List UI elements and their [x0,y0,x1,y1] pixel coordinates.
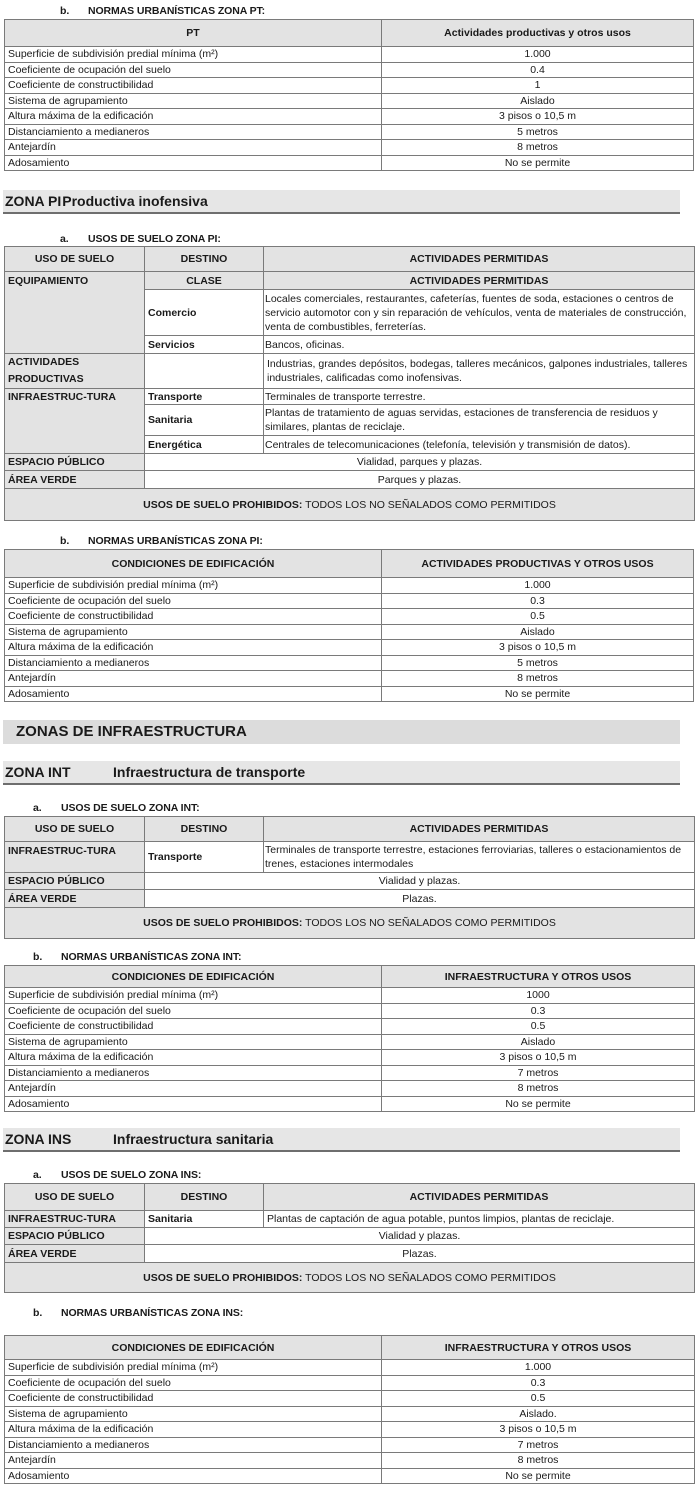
condition-label: Superficie de subdivisión predial mínima (m²) [5,988,382,1004]
section-title: NORMAS URBANÍSTICAS ZONA PI: [88,535,263,547]
condition-label: Antejardín [5,671,382,687]
condition-value: 3 pisos o 10,5 m [382,109,694,125]
table-header: USO DE SUELO [5,817,145,842]
condition-label: Adosamiento [5,1468,382,1484]
destino: Comercio [145,290,264,336]
table-row [5,471,695,489]
condition-label: Sistema de agrupamiento [5,1034,382,1050]
table-row [5,1081,695,1097]
condition-label: Altura máxima de la edificación [5,640,382,656]
table-row [5,1360,695,1376]
condition-value: 0.5 [382,1019,695,1035]
section-title: NORMAS URBANÍSTICAS ZONA INT: [61,951,242,963]
condition-value: 5 metros [382,655,694,671]
condition-value: 8 metros [382,1453,695,1469]
zone-code: ZONA INT [5,764,71,780]
condition-label: Coeficiente de ocupación del suelo [5,593,382,609]
table-row [5,155,694,171]
zone-pi-header [3,190,680,214]
activities: Industrias, grandes depósitos, bodegas, talleres mecánicos, galpones industriales, talleres industriales, calificadas como inofensivas. [264,354,695,389]
prohibited-uses [5,908,695,939]
table-header: DESTINO [145,1184,264,1211]
use-label: ÁREA VERDE [5,890,145,908]
condition-value: 0.3 [382,1375,695,1391]
table-header: CONDICIONES DE EDIFICACIÓN [5,550,382,578]
destino: Energética [145,436,264,454]
list-letter: a. [33,1169,42,1181]
table-row [5,272,695,290]
table-row [5,140,694,156]
destino: Sanitaria [145,1211,264,1228]
zone-code: ZONA PI [5,193,62,209]
table-row [5,1468,695,1484]
pi-norms-label [60,535,263,547]
table-row [5,47,694,63]
use-label: EQUIPAMIENTO [5,272,145,354]
zone-int-header [3,761,680,785]
condition-label: Adosamiento [5,686,382,702]
table-row [5,124,694,140]
condition-label: Superficie de subdivisión predial mínima (m²) [5,1360,382,1376]
table-header: USO DE SUELO [5,1184,145,1211]
ins-norms-table [4,1335,695,1484]
table-row [5,354,695,389]
table-header: ACTIVIDADES PERMITIDAS [264,1184,695,1211]
condition-value: No se permite [382,1468,695,1484]
table-row [5,1065,695,1081]
table-row [5,78,694,94]
list-letter: b. [60,5,70,17]
int-uses-table [4,816,695,939]
table-header: ACTIVIDADES PERMITIDAS [264,247,695,272]
pt-norms-table [4,19,694,171]
use-value: Vialidad y plazas. [145,873,695,890]
destino: Transporte [145,389,264,405]
zone-code: ZONA INS [5,1131,72,1147]
table-row [5,109,694,125]
condition-value: 1.000 [382,1360,695,1376]
ins-norms-label [33,1307,243,1319]
condition-value: 8 metros [382,1081,695,1097]
condition-value: Aislado. [382,1406,695,1422]
condition-label: Coeficiente de constructibilidad [5,78,382,94]
table-row [5,609,694,625]
activities: Plantas de captación de agua potable, puntos limpios, plantas de reciclaje. [264,1211,695,1228]
table-header: PT [5,20,382,47]
table-header: DESTINO [145,247,264,272]
zone-name: Productiva inofensiva [62,193,208,209]
table-row [5,1034,695,1050]
use-value: Plazas. [145,890,695,908]
condition-value: 8 metros [382,671,694,687]
prohibited-uses [5,1263,695,1293]
table-row [5,686,694,702]
prohibited-label: USOS DE SUELO PROHIBIDOS: [143,498,303,511]
condition-label: Sistema de agrupamiento [5,1406,382,1422]
section-title: USOS DE SUELO ZONA INS: [61,1169,202,1181]
condition-label: Coeficiente de constructibilidad [5,1391,382,1407]
use-label: ÁREA VERDE [5,471,145,489]
condition-label: Superficie de subdivisión predial mínima (m²) [5,47,382,63]
use-label: ESPACIO PÚBLICO [5,873,145,890]
prohibited-label: USOS DE SUELO PROHIBIDOS: [143,917,303,929]
table-header: DESTINO [145,817,264,842]
table-row [5,908,695,939]
table-row [5,1096,695,1112]
table-row [5,640,694,656]
infra-section-header: ZONAS DE INFRAESTRUCTURA [3,720,680,744]
use-label: INFRAESTRUC-TURA [5,1211,145,1228]
table-row [5,578,694,594]
table-row [5,873,695,890]
use-value: Vialidad y plazas. [145,1228,695,1245]
destino [145,354,264,389]
table-header: INFRAESTRUCTURA Y OTROS USOS [382,966,695,988]
table-header: CONDICIONES DE EDIFICACIÓN [5,966,382,988]
condition-value: No se permite [382,155,694,171]
list-letter: b. [60,535,70,547]
table-row [5,1375,695,1391]
int-norms-table [4,965,695,1112]
table-row [5,389,695,405]
condition-label: Coeficiente de ocupación del suelo [5,1375,382,1391]
condition-label: Antejardín [5,140,382,156]
condition-label: Altura máxima de la edificación [5,1050,382,1066]
table-header: ACTIVIDADES PERMITIDAS [264,817,695,842]
table-row [5,1211,695,1228]
prohibited-uses [5,489,695,521]
table-row [5,671,694,687]
condition-value: Aislado [382,93,694,109]
zone-name: Infraestructura sanitaria [113,1131,274,1147]
activities: Terminales de transporte terrestre, estaciones ferroviarias, talleres o estacionamientos de trenes, estaciones intermodales [264,842,695,873]
table-row [5,1228,695,1245]
int-norms-label [33,951,241,963]
condition-value: No se permite [382,686,694,702]
list-letter: b. [33,951,43,963]
section-title: USOS DE SUELO ZONA PI: [88,233,221,245]
prohibited-text: TODOS LOS NO SEÑALADOS COMO PERMITIDOS [302,498,556,511]
use-label: ESPACIO PÚBLICO [5,1228,145,1245]
table-row [5,489,695,521]
use-label: INFRAESTRUC-TURA [5,389,145,454]
condition-label: Distanciamiento a medianeros [5,124,382,140]
use-label: ESPACIO PÚBLICO [5,454,145,471]
table-row [5,624,694,640]
prohibited-text: TODOS LOS NO SEÑALADOS COMO PERMITIDOS [302,1271,556,1284]
table-row [5,1453,695,1469]
activities: Terminales de transporte terrestre. [264,389,695,405]
condition-value: 0.3 [382,593,694,609]
condition-label: Altura máxima de la edificación [5,1422,382,1438]
condition-value: 3 pisos o 10,5 m [382,1422,695,1438]
table-header: USO DE SUELO [5,247,145,272]
section-title: USOS DE SUELO ZONA INT: [61,802,200,814]
condition-value: Aislado [382,624,694,640]
use-label: ÁREA VERDE [5,1245,145,1263]
table-row [5,62,694,78]
condition-value: 1000 [382,988,695,1004]
prohibited-text: TODOS LOS NO SEÑALADOS COMO PERMITIDOS [302,917,556,929]
pi-norms-table [4,549,694,702]
condition-value: 8 metros [382,140,694,156]
condition-value: Aislado [382,1034,695,1050]
section-title: NORMAS URBANÍSTICAS ZONA INS: [61,1307,244,1319]
condition-label: Sistema de agrupamiento [5,93,382,109]
ins-uses-table [4,1183,695,1293]
zone-ins-header [3,1128,680,1152]
table-header: INFRAESTRUCTURA Y OTROS USOS [382,1336,695,1360]
activities: Plantas de tratamiento de aguas servidas, estaciones de transferencia de residuos y similares, plantas de reciclaje. [264,405,695,436]
table-header: Actividades productivas y otros usos [382,20,694,47]
pi-uses-label [60,233,221,245]
table-header: CONDICIONES DE EDIFICACIÓN [5,1336,382,1360]
use-value: Parques y plazas. [145,471,695,489]
condition-value: 3 pisos o 10,5 m [382,1050,695,1066]
condition-value: 0.5 [382,609,694,625]
condition-value: 1 [382,78,694,94]
condition-label: Antejardín [5,1453,382,1469]
condition-label: Adosamiento [5,1096,382,1112]
zone-name: Infraestructura de transporte [113,764,306,780]
use-value: Vialidad, parques y plazas. [145,454,695,471]
list-letter: b. [33,1307,43,1319]
list-letter: a. [60,233,69,245]
activities: Locales comerciales, restaurantes, cafeterías, fuentes de soda, estaciones o centros de servicio automotor con y sin reparación de vehículos, venta de materiales de construcción, venta de combustibles, ferreterías. [264,290,695,336]
condition-value: 7 metros [382,1065,695,1081]
table-row [5,655,694,671]
activities: Centrales de telecomunicaciones (telefonía, televisión y transmisión de datos). [264,436,695,454]
table-row [5,988,695,1004]
condition-value: 1.000 [382,47,694,63]
table-row [5,1050,695,1066]
table-row [5,1406,695,1422]
activities: Bancos, oficinas. [264,336,695,354]
destino: Transporte [145,842,264,873]
table-row [5,1437,695,1453]
condition-value: 5 metros [382,124,694,140]
table-header: ACTIVIDADES PRODUCTIVAS Y OTROS USOS [382,550,694,578]
prohibited-label: USOS DE SUELO PROHIBIDOS: [143,1271,303,1284]
sub-header: ACTIVIDADES PERMITIDAS [264,272,695,290]
table-row [5,842,695,873]
condition-value: 7 metros [382,1437,695,1453]
condition-value: 3 pisos o 10,5 m [382,640,694,656]
destino: Sanitaria [145,405,264,436]
condition-label: Antejardín [5,1081,382,1097]
table-row [5,593,694,609]
table-row [5,1422,695,1438]
condition-label: Sistema de agrupamiento [5,624,382,640]
section-title: NORMAS URBANÍSTICAS ZONA PT: [88,5,266,17]
condition-value: 0.3 [382,1003,695,1019]
use-label: INFRAESTRUC-TURA [5,842,145,873]
condition-label: Altura máxima de la edificación [5,109,382,125]
sub-header: CLASE [145,272,264,290]
use-value: Plazas. [145,1245,695,1263]
condition-label: Superficie de subdivisión predial mínima (m²) [5,578,382,594]
table-row [5,1263,695,1293]
condition-label: Coeficiente de ocupación del suelo [5,62,382,78]
condition-label: Distanciamiento a medianeros [5,1065,382,1081]
condition-value: 0.4 [382,62,694,78]
condition-value: 0.5 [382,1391,695,1407]
condition-label: Adosamiento [5,155,382,171]
table-row [5,454,695,471]
use-label: ACTIVIDADES PRODUCTIVAS [5,354,145,389]
pt-norms-label [60,5,265,17]
condition-value: 1.000 [382,578,694,594]
table-row [5,890,695,908]
table-row [5,1019,695,1035]
condition-label: Distanciamiento a medianeros [5,655,382,671]
table-row [5,93,694,109]
condition-value: No se permite [382,1096,695,1112]
ins-uses-label [33,1169,201,1181]
condition-label: Coeficiente de ocupación del suelo [5,1003,382,1019]
condition-label: Coeficiente de constructibilidad [5,1019,382,1035]
table-row [5,1003,695,1019]
table-row [5,1391,695,1407]
condition-label: Distanciamiento a medianeros [5,1437,382,1453]
list-letter: a. [33,802,42,814]
condition-label: Coeficiente de constructibilidad [5,609,382,625]
pi-uses-table [4,246,695,521]
table-row [5,1245,695,1263]
destino: Servicios [145,336,264,354]
int-uses-label [33,802,200,814]
